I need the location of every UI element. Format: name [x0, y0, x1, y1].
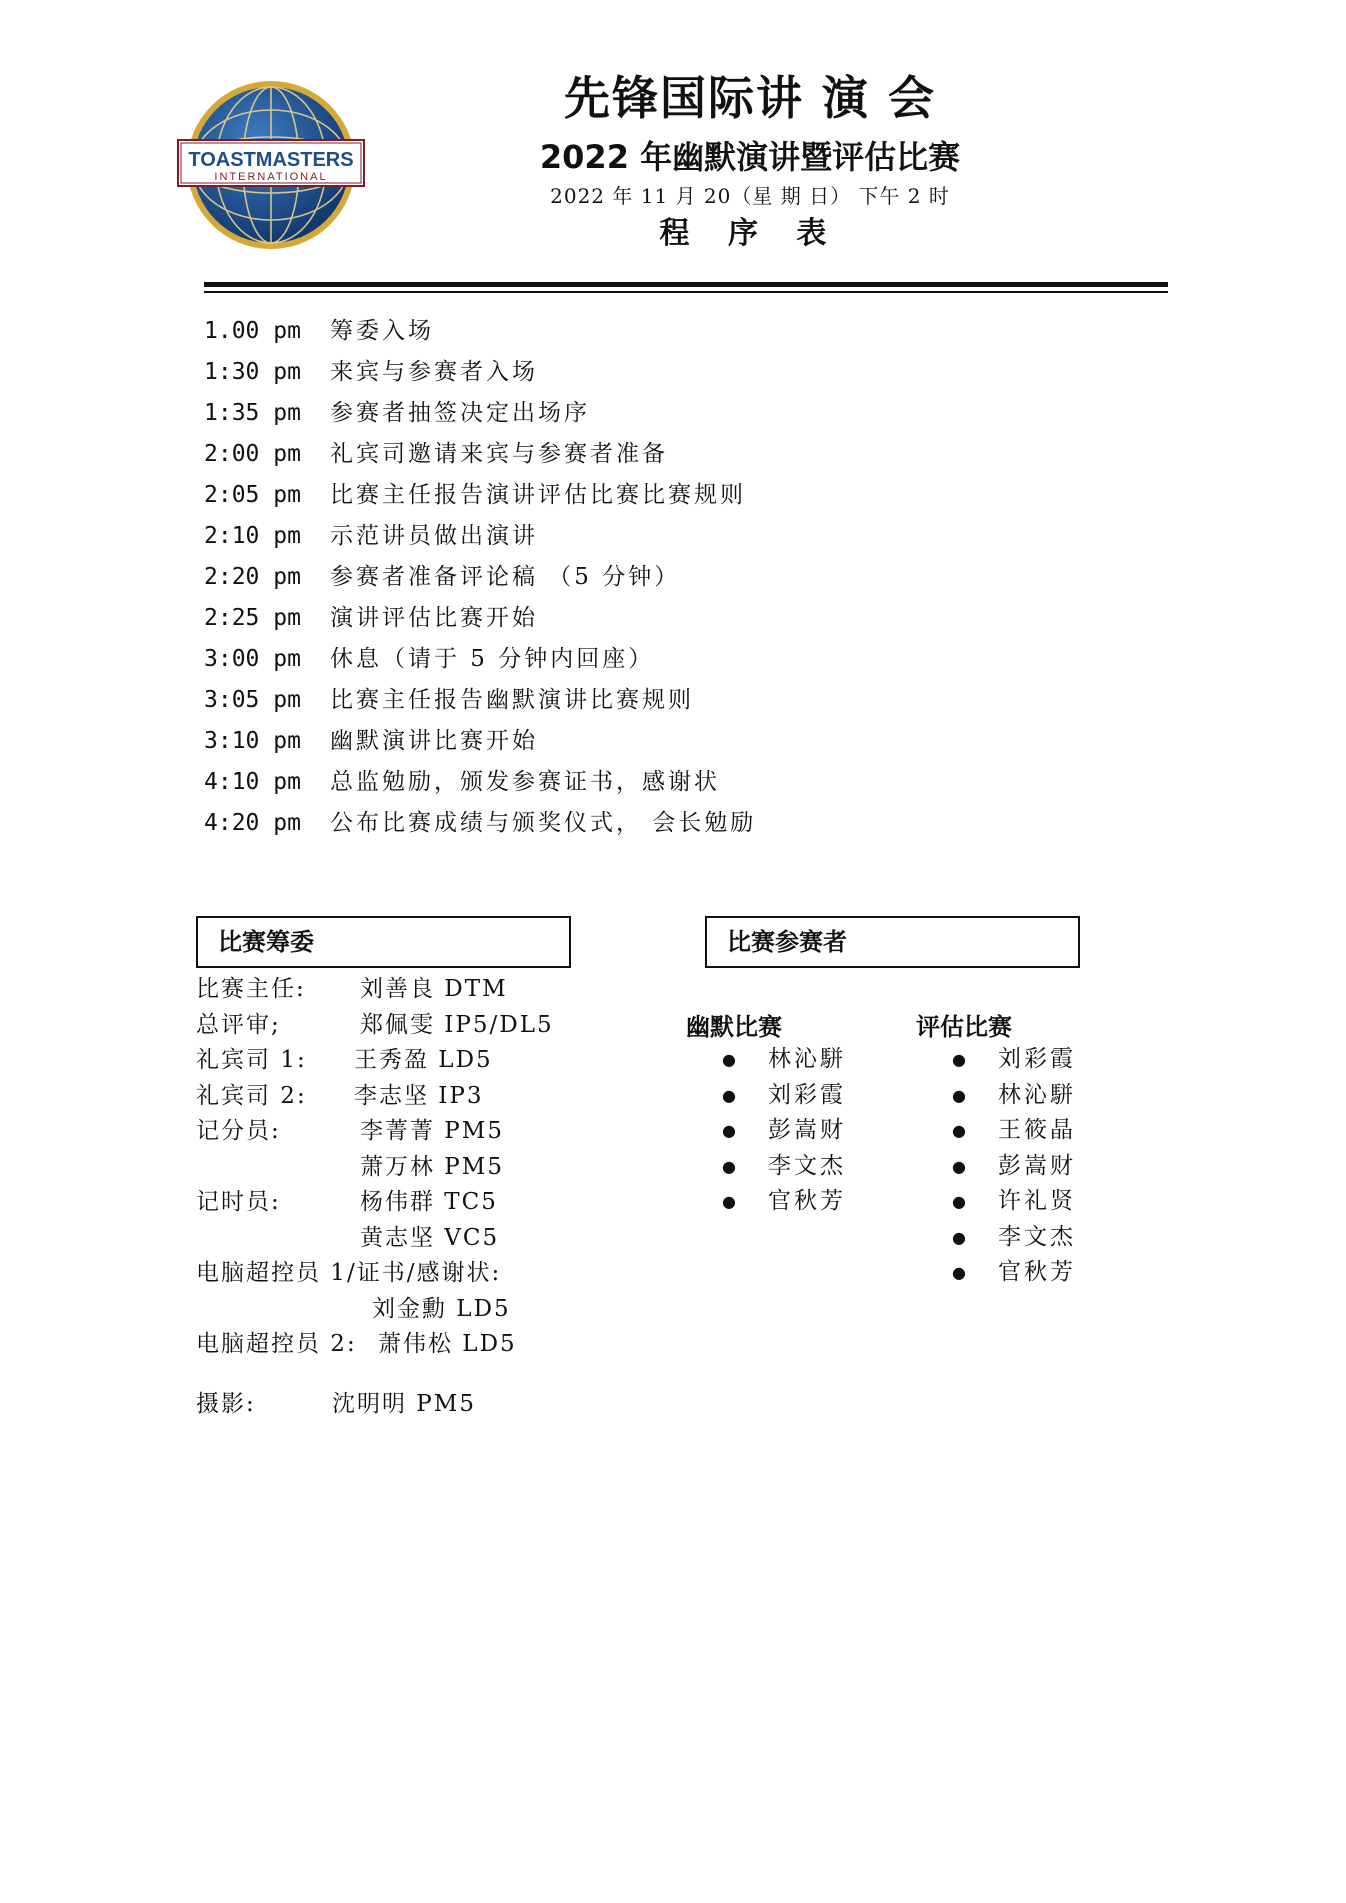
bullet-icon: ●	[722, 1085, 739, 1105]
schedule-time: 2:10 pm	[204, 523, 301, 549]
schedule-list	[204, 311, 756, 844]
bullet-icon: ●	[722, 1156, 739, 1176]
schedule-time: 4:20 pm	[204, 810, 301, 836]
schedule-time: 4:10 pm	[204, 769, 301, 795]
humor-contestant-list	[722, 1042, 846, 1220]
committee-member: 杨伟群 TC5	[360, 1189, 498, 1215]
contestant-name: 李文杰	[998, 1223, 1076, 1250]
list-item	[722, 1149, 846, 1185]
list-item	[952, 1078, 1076, 1114]
schedule-row	[204, 434, 756, 475]
schedule-time: 2:25 pm	[204, 605, 301, 631]
bullet-icon: ●	[952, 1156, 969, 1176]
header-rule-thin	[204, 291, 1168, 293]
bullet-icon: ●	[952, 1227, 969, 1247]
contestants-heading: 比赛参赛者	[705, 916, 1080, 968]
schedule-time: 3:00 pm	[204, 646, 301, 672]
contestant-name: 官秋芳	[768, 1188, 846, 1214]
evaluation-contest-title: 评估比赛	[916, 1013, 1012, 1041]
committee-member: 郑佩雯 IP5/DL5	[360, 1011, 554, 1038]
committee-member: 萧万林 PM5	[360, 1153, 504, 1180]
schedule-row	[204, 639, 756, 680]
schedule-row	[204, 803, 756, 844]
bullet-icon: ●	[952, 1263, 969, 1283]
bullet-icon: ●	[952, 1192, 969, 1212]
schedule-activity: 示范讲员做出演讲	[330, 523, 538, 549]
schedule-time: 1.00 pm	[204, 318, 301, 344]
schedule-activity: 演讲评估比赛开始	[330, 605, 538, 631]
schedule-row	[204, 352, 756, 393]
contestant-name: 林沁駢	[768, 1046, 846, 1072]
schedule-time: 1:35 pm	[204, 400, 301, 426]
committee-row	[196, 1292, 511, 1328]
committee-member: 黄志坚 VC5	[360, 1224, 500, 1251]
committee-row	[196, 1043, 501, 1079]
committee-member: 李志坚 IP3	[354, 1082, 484, 1109]
contestant-name: 许礼贤	[998, 1188, 1076, 1214]
schedule-time: 2:00 pm	[204, 441, 301, 467]
committee-row	[196, 1150, 504, 1186]
contestant-name: 李文杰	[768, 1152, 846, 1179]
contestant-name: 彭嵩财	[998, 1152, 1076, 1179]
committee-role: 记时员:	[196, 1189, 281, 1215]
logo-text-top: TOASTMASTERS	[188, 149, 354, 171]
contestant-name: 王筱晶	[998, 1117, 1076, 1143]
org-name: 先锋国际讲 演 会	[563, 71, 937, 125]
list-item	[952, 1113, 1076, 1149]
committee-role: 记分员:	[196, 1118, 281, 1144]
schedule-activity: 比赛主任报告演讲评估比赛比赛规则	[330, 482, 746, 508]
schedule-activity: 筹委入场	[330, 318, 434, 344]
contestant-name: 彭嵩财	[768, 1117, 846, 1143]
list-item	[722, 1042, 846, 1078]
committee-role: 礼宾司 2:	[196, 1082, 307, 1109]
schedule-time: 1:30 pm	[204, 359, 301, 385]
committee-row	[196, 1327, 517, 1363]
contestant-name: 林沁駢	[998, 1081, 1076, 1108]
schedule-activity: 来宾与参赛者入场	[330, 359, 538, 385]
schedule-row	[204, 557, 756, 598]
schedule-row	[204, 721, 756, 762]
photo-role: 摄影:	[196, 1390, 256, 1417]
schedule-row	[204, 475, 756, 516]
committee-member: 刘善良 DTM	[360, 976, 508, 1002]
schedule-row	[204, 762, 756, 803]
schedule-activity: 参赛者准备评论稿 （5 分钟）	[330, 564, 681, 590]
schedule-activity: 公布比赛成绩与颁奖仪式， 会长勉励	[330, 810, 757, 836]
bullet-icon: ●	[952, 1121, 969, 1141]
committee-member: 李菁菁 PM5	[360, 1118, 504, 1144]
evaluation-contestant-list	[952, 1042, 1076, 1291]
committee-row	[196, 1256, 501, 1292]
committee-row	[196, 1008, 554, 1044]
schedule-row	[204, 311, 756, 352]
list-item	[722, 1078, 846, 1114]
schedule-activity: 参赛者抽签决定出场序	[330, 400, 590, 426]
contestant-name: 刘彩霞	[998, 1046, 1076, 1072]
list-item	[952, 1149, 1076, 1185]
event-date: 2022 年 11 月 20（星 期 日） 下午 2 时	[550, 184, 950, 208]
committee-row	[196, 1221, 501, 1257]
committee-member: 王秀盈 LD5	[354, 1047, 493, 1073]
program-title: 程 序 表	[659, 216, 841, 251]
list-item	[722, 1113, 846, 1149]
committee-row	[196, 1079, 501, 1115]
schedule-activity: 礼宾司邀请来宾与参赛者准备	[330, 441, 668, 467]
bullet-icon: ●	[952, 1050, 969, 1070]
committee-member: 萧伟松 LD5	[378, 1331, 517, 1357]
photo-member: 沈明明 PM5	[332, 1390, 476, 1417]
schedule-activity: 总监勉励，颁发参赛证书，感谢状	[330, 769, 720, 795]
schedule-activity: 幽默演讲比赛开始	[330, 728, 538, 754]
list-item	[952, 1184, 1076, 1220]
schedule-activity: 比赛主任报告幽默演讲比赛规则	[330, 687, 694, 713]
committee-row	[196, 972, 508, 1008]
schedule-time: 2:20 pm	[204, 564, 301, 590]
humor-contest-title: 幽默比赛	[686, 1013, 782, 1041]
bullet-icon: ●	[722, 1192, 739, 1212]
schedule-row	[204, 598, 756, 639]
committee-role: 电脑超控员 2:	[196, 1331, 357, 1357]
committee-row	[196, 1114, 504, 1150]
list-item	[952, 1255, 1076, 1291]
list-item	[952, 1042, 1076, 1078]
committee-row-photo	[196, 1387, 501, 1423]
committee-role: 总评审;	[196, 1011, 281, 1038]
schedule-activity: 休息（请于 5 分钟内回座）	[330, 646, 655, 672]
schedule-time: 3:05 pm	[204, 687, 301, 713]
logo-text-bottom: INTERNATIONAL	[214, 171, 328, 183]
schedule-row	[204, 393, 756, 434]
schedule-row	[204, 516, 756, 557]
list-item	[952, 1220, 1076, 1256]
schedule-time: 2:05 pm	[204, 482, 301, 508]
bullet-icon: ●	[952, 1085, 969, 1105]
schedule-time: 3:10 pm	[204, 728, 301, 754]
committee-role: 比赛主任:	[196, 976, 306, 1002]
bullet-icon: ●	[722, 1121, 739, 1141]
contestant-name: 官秋芳	[998, 1259, 1076, 1285]
bullet-icon: ●	[722, 1050, 739, 1070]
committee-row	[196, 1185, 501, 1221]
committee-role: 礼宾司 1:	[196, 1047, 307, 1073]
committee-role: 电脑超控员 1/证书/感谢状:	[196, 1260, 502, 1286]
committee-heading: 比赛筹委	[196, 916, 571, 968]
committee-list	[196, 972, 554, 1422]
contestant-name: 刘彩霞	[768, 1081, 846, 1108]
header-rule-thick	[204, 282, 1168, 287]
list-item	[722, 1184, 846, 1220]
schedule-row	[204, 680, 756, 721]
committee-member: 刘金勳 LD5	[372, 1295, 511, 1322]
event-title: 2022 年幽默演讲暨评估比赛	[539, 138, 961, 176]
toastmasters-logo	[176, 78, 366, 252]
